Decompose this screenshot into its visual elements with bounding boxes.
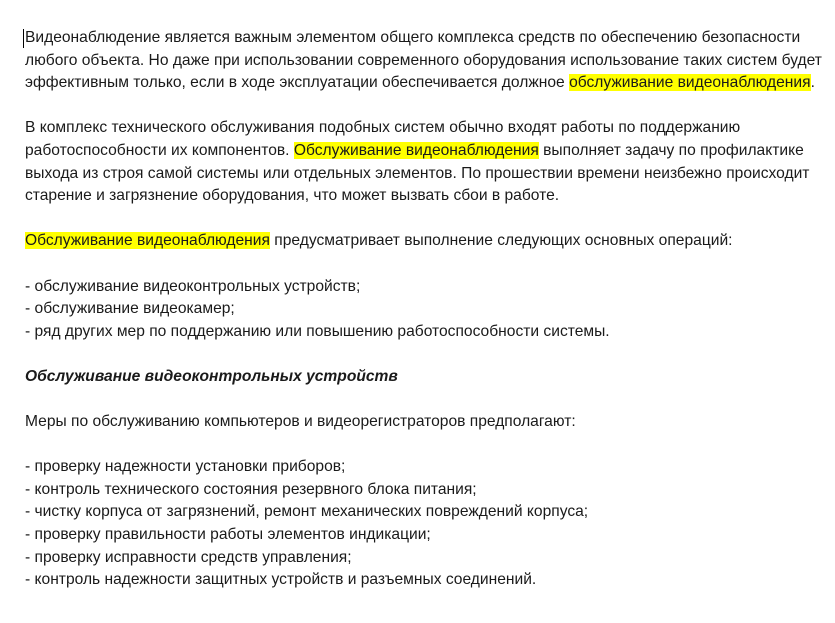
list-item: - проверку исправности средств управления; [25,548,352,566]
paragraph-intro-text: Видеонаблюдение является важным элементом общего комплекса средств по обеспечению безопасности любого объекта. Но даже при использовании современного оборудования использование таких систем будет эффективным только, если в ходе эксплуатации обеспечивается должное [25,29,822,92]
paragraph-maintenance [25,117,825,207]
paragraph-operations [25,230,825,253]
list-item: - проверку надежности установки приборов; [25,458,346,476]
list-item: - обслуживание видеоконтрольных устройств; [25,277,361,295]
highlighted-phrase: обслуживание видеонаблюдения [569,74,811,92]
list-item: - обслуживание видеокамер; [25,300,235,318]
text-cursor [23,29,24,48]
paragraph-spacer [25,343,825,366]
highlighted-phrase: Обслуживание видеонаблюдения [293,141,539,159]
paragraph-spacer [25,389,825,412]
paragraph-intro-tail: . [810,74,815,92]
list-item: - ряд других мер по поддержанию или повышению работоспособности системы. [25,322,610,340]
list-item: - контроль надежности защитных устройств и разъемных соединений. [25,571,537,589]
paragraph-operations-tail: предусматривает выполнение следующих основных операций: [269,232,733,250]
paragraph-measures: Меры по обслуживанию компьютеров и видеорегистраторов предполагают: [25,413,576,431]
paragraph-spacer [25,208,825,231]
list-item: - контроль технического состояния резервного блока питания; [25,480,477,498]
paragraph-maintenance-tail: выполняет задачу по профилактике выхода из строя самой системы или отдельных элементов. По прошествии времени неизбежно происходит старение и загрязнение оборудования, что может вызвать сбои в работе. [25,141,810,205]
list-item: - чистку корпуса от загрязнений, ремонт механических повреждений корпуса; [25,503,589,521]
paragraph-spacer [25,253,825,276]
list-item: - проверку правильности работы элементов индикации; [25,526,431,544]
paragraph-intro [25,27,825,95]
paragraph-spacer [25,434,825,457]
highlighted-phrase: Обслуживание видеонаблюдения [25,232,270,250]
document-body[interactable] [25,27,825,592]
paragraph-spacer [25,95,825,118]
paragraph-maintenance-lead: В комплекс технического обслуживания подобных систем обычно входят работы по поддержанию работоспособности их компонентов. [25,119,741,159]
section-heading: Обслуживание видеоконтрольных устройств [25,367,398,385]
